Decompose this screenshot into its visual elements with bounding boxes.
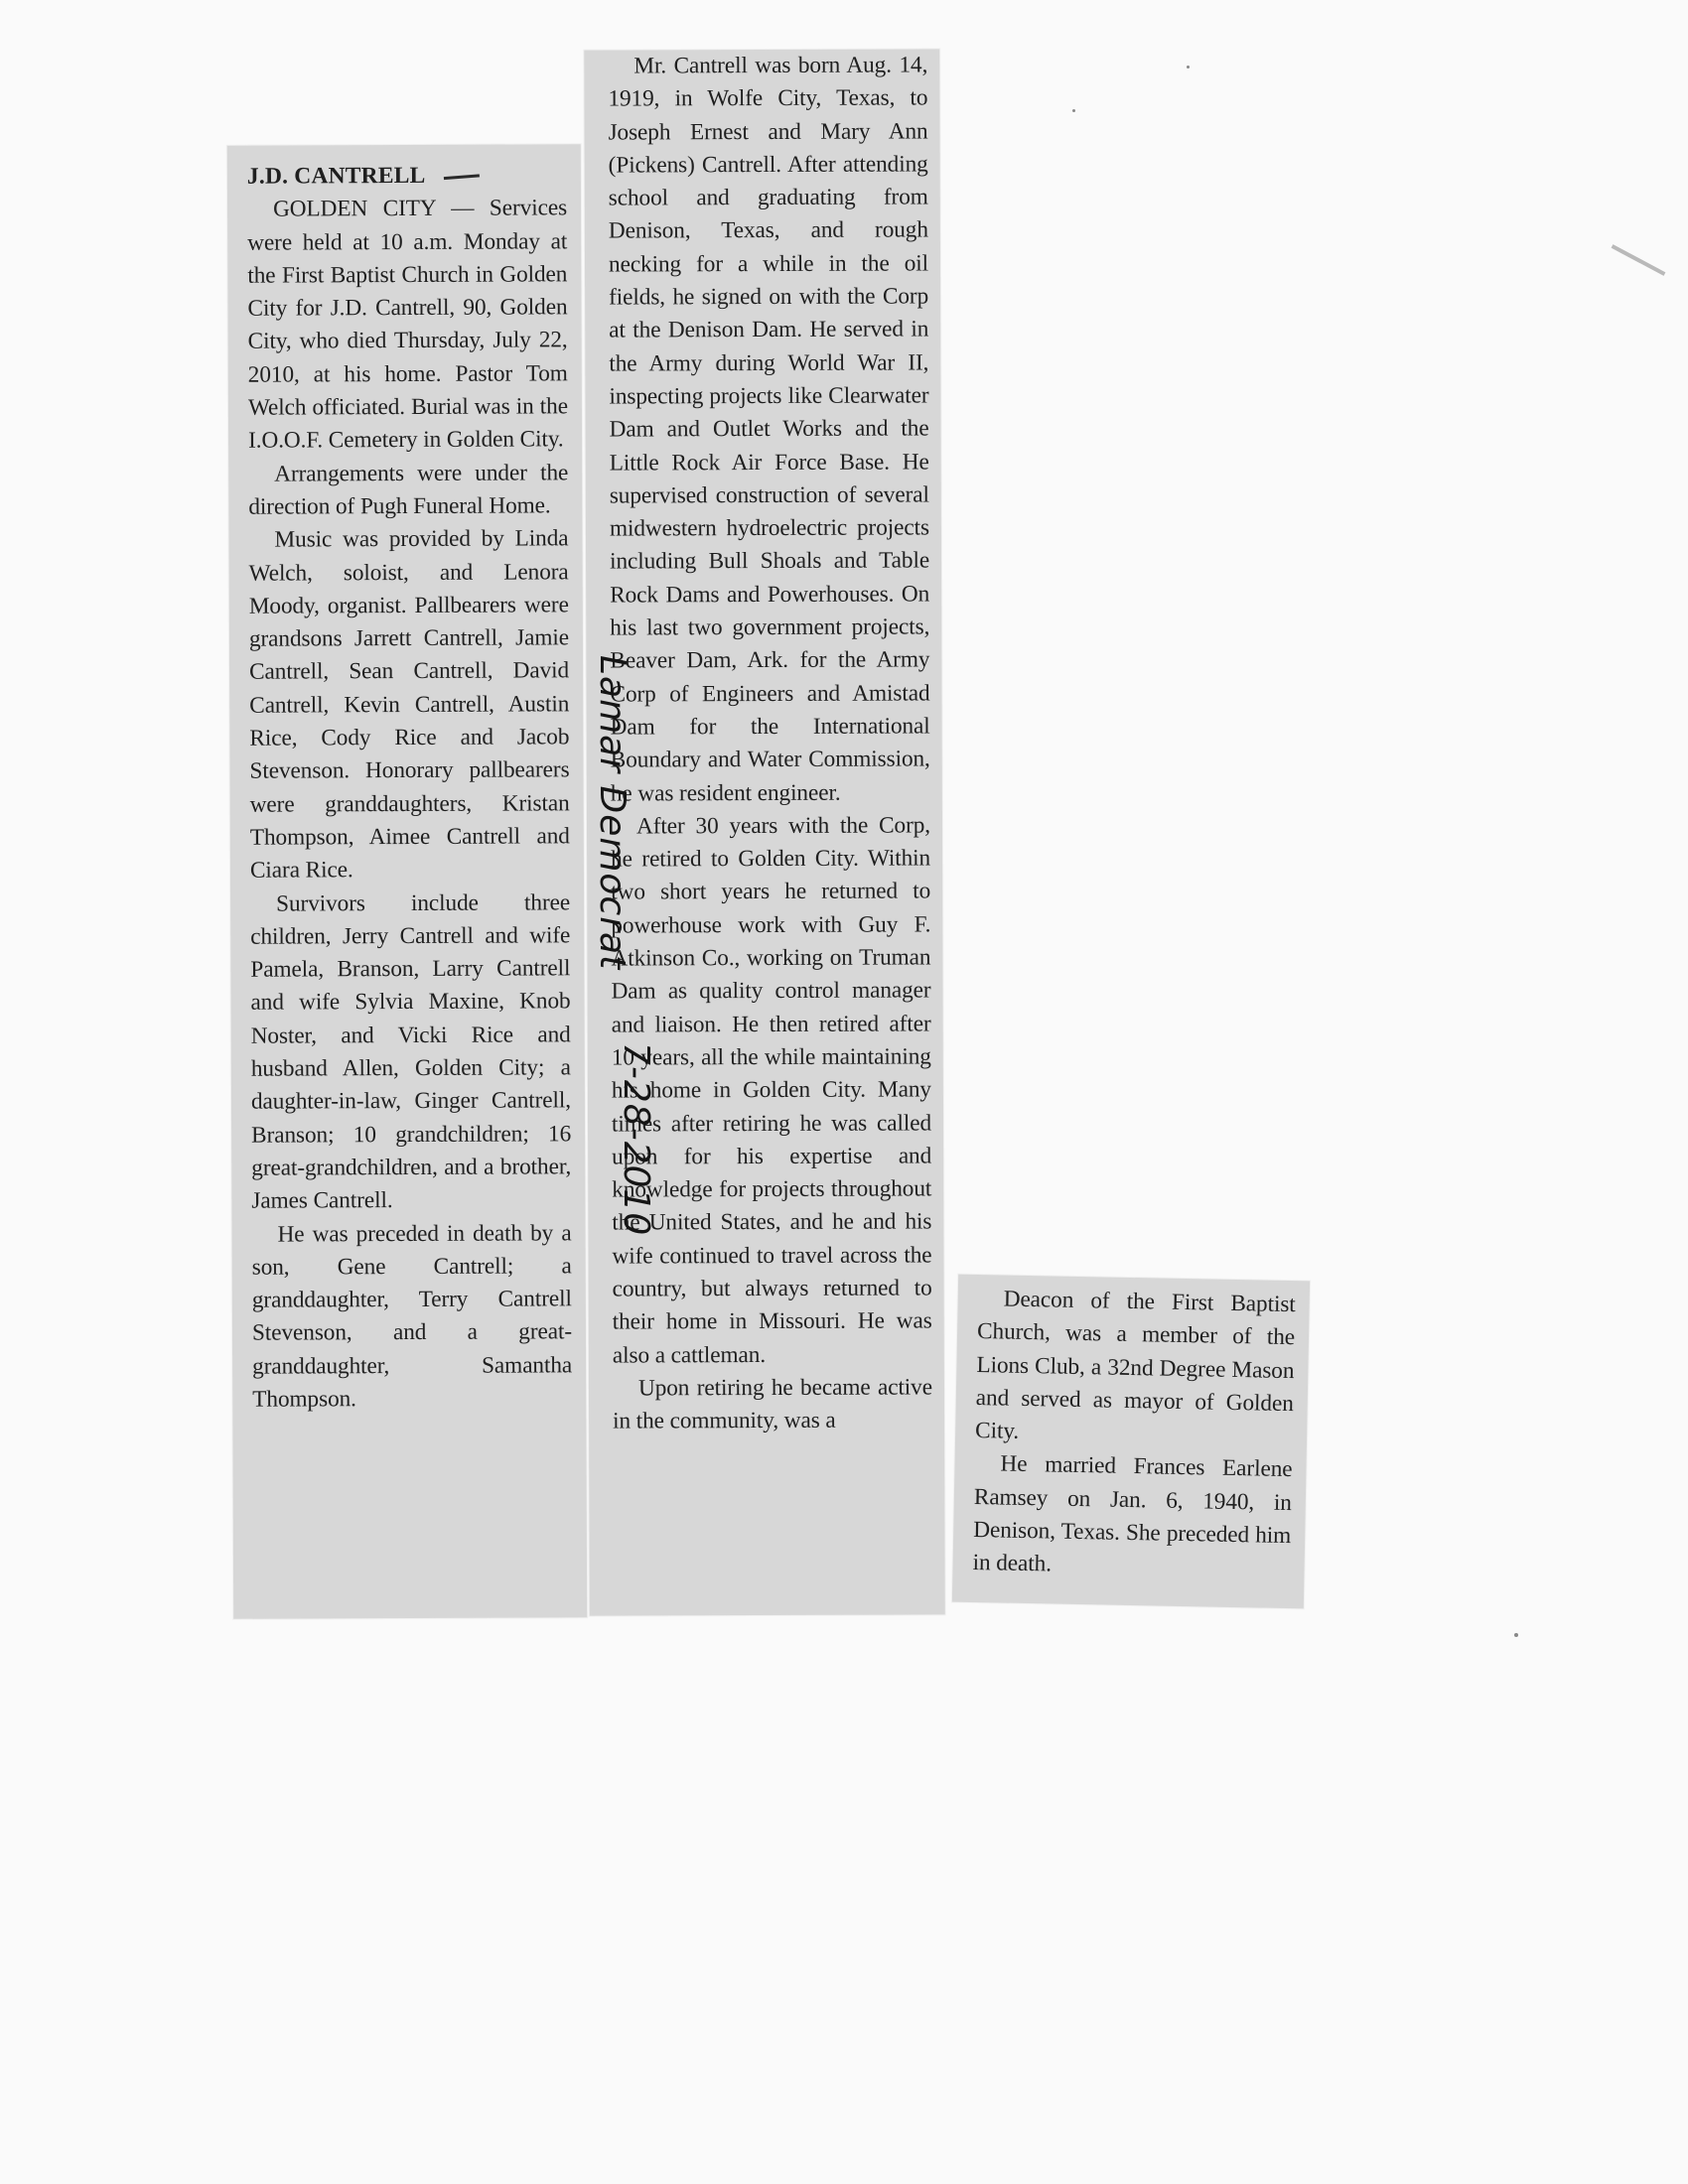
scan-speck <box>1514 1633 1518 1637</box>
paragraph: He was preceded in death by a son, Gene Cantrell; a granddaughter, Terry Cantrell Stevenson, and a great-granddaughter, Samantha Thompson. <box>251 1219 573 1413</box>
handwritten-source: Lamar Democrat <box>592 655 633 971</box>
scan-speck <box>1187 66 1190 68</box>
paragraph: Deacon of the First Baptist Church, was a member of the Lions Club, a 32nd Degree Mason and served as mayor of Golden City. <box>974 1286 1296 1445</box>
clipping-column-1 <box>227 144 587 1619</box>
paragraph: After 30 years with the Corp, he retired to Golden City. Within two short years he returned to powerhouse work with Guy F. Atkinson Co., working on Truman Dam as quality control manager and liaison. He then retired after 10 years, all the while maintaining his home in Golden City. Many times after retiring he was called upon for his expertise and knowledge for projects throughout the United States, and he and his wife continued to travel across the country, but always returned to their home in Missouri. He was also a cattleman. <box>611 812 932 1369</box>
clipping-column-3 <box>952 1275 1310 1609</box>
paragraph: Arrangements were under the direction of Pugh Funeral Home. <box>248 459 569 520</box>
clipping-column-2 <box>584 49 945 1615</box>
scan-scuff <box>1612 244 1666 276</box>
headline-line <box>247 158 567 194</box>
handwritten-date: 7-28-2010 <box>616 1042 656 1237</box>
column-1-text <box>247 158 573 1417</box>
paragraph: He married Frances Earlene Ramsey on Jan. 6, 1940, in Denison, Texas. She preceded him in death. <box>972 1450 1293 1577</box>
obituary-headline: J.D. CANTRELL <box>246 162 426 190</box>
paragraph: GOLDEN CITY — Services were held at 10 a.m. Monday at the First Baptist Church in Golden City for J.D. Cantrell, 90, Golden City, who died Thursday, July 22, 2010, at his home. Pastor Tom Welch officiated. Burial was in the I.O.O.F. Cemetery in Golden City. <box>247 195 568 455</box>
paragraph: Music was provided by Linda Welch, soloist, and Lenora Moody, organist. Pallbearers were grandsons Jarrett Cantrell, Jamie Cantrell, Sean Cantrell, David Cantrell, Kevin Cantrell, Austin Rice, Cody Rice and Jacob Stevenson. Honorary pallbearers were granddaughters, Kristan Thompson, Aimee Cantrell and Ciara Rice. <box>248 525 570 884</box>
column-2-text <box>608 49 932 1438</box>
column-3-text <box>972 1283 1296 1586</box>
paragraph: Mr. Cantrell was born Aug. 14, 1919, in Wolfe City, Texas, to Joseph Ernest and Mary Ann (Pickens) Cantrell. After attending school and graduating from Denison, Texas, and rough necking for a while in the oil fields, he signed on with the Corp at the Denison Dam. He served in the Army during World War II, inspecting projects like Clearwater Dam and Outlet Works and the Little Rock Air Force Base. He supervised construction of several midwestern hydroelectric projects including Bull Shoals and Table Rock Dams and Powerhouses. On his last two government projects, Beaver Dam, Ark. for the Army Corp of Engineers and Amistad Dam for the International Boundary and Water Commission, he was resident engineer. <box>608 52 930 807</box>
paragraph: Survivors include three children, Jerry Cantrell and wife Pamela, Branson, Larry Cantrell and wife Sylvia Maxine, Knob Noster, and Vicki Rice and husband Allen, Golden City; a daughter-in-law, Ginger Cantrell, Branson; 10 grandchildren; 16 great-grandchildren, and a brother, James Cantrell. <box>250 888 572 1214</box>
scan-speck <box>1072 109 1075 112</box>
paragraph: Upon retiring he became active in the community, was a <box>613 1374 932 1434</box>
pen-mark <box>443 175 479 181</box>
